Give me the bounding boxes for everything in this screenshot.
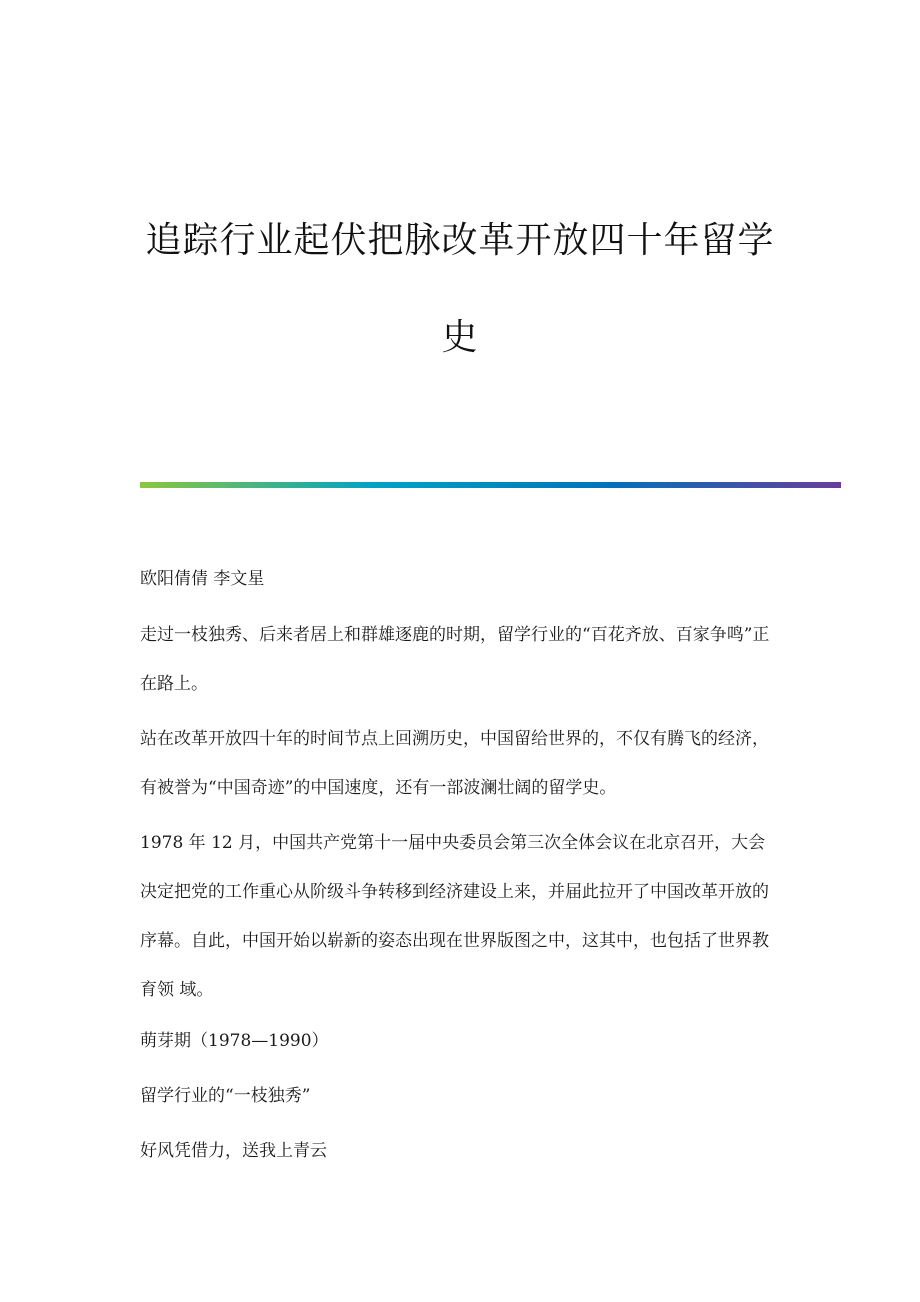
subheading-good-wind: 好风凭借力，送我上青云: [140, 1141, 327, 1161]
paragraph-history: 站在改革开放四十年的时间节点上回溯历史，中国留给世界的，不仅有腾飞的经济，有被誉为“中国奇迹”的中国速度，还有一部波澜壮阔的留学史。: [140, 729, 769, 798]
subheading-one-branch: 留学行业的“一枝独秀”: [140, 1086, 311, 1106]
paragraph-intro: 走过一枝独秀、后来者居上和群雄逐鹿的时期，留学行业的“百花齐放、百家争鸣”正在路上。: [140, 625, 770, 694]
paragraph-1978: 1978 年 12 月，中国共产党第十一届中央委员会第三次全体会议在北京召开，大会决定把党的工作重心从阶级斗争转移到经济建设上来，并届此拉开了中国改革开放的序幕。自此，中国开始以崭新的姿态出现在世界版图之中，这其中，也包括了世界教育领 域。: [140, 833, 769, 1000]
author-line: 欧阳倩倩 李文星: [140, 569, 265, 589]
title-divider: [140, 482, 841, 488]
document-title-line-1: 追踪行业起伏把脉改革开放四十年留学: [145, 220, 775, 261]
section-heading-sprouting-period: 萌芽期（1978—1990）: [140, 1031, 329, 1051]
document-title-line-2: 史: [441, 317, 479, 358]
